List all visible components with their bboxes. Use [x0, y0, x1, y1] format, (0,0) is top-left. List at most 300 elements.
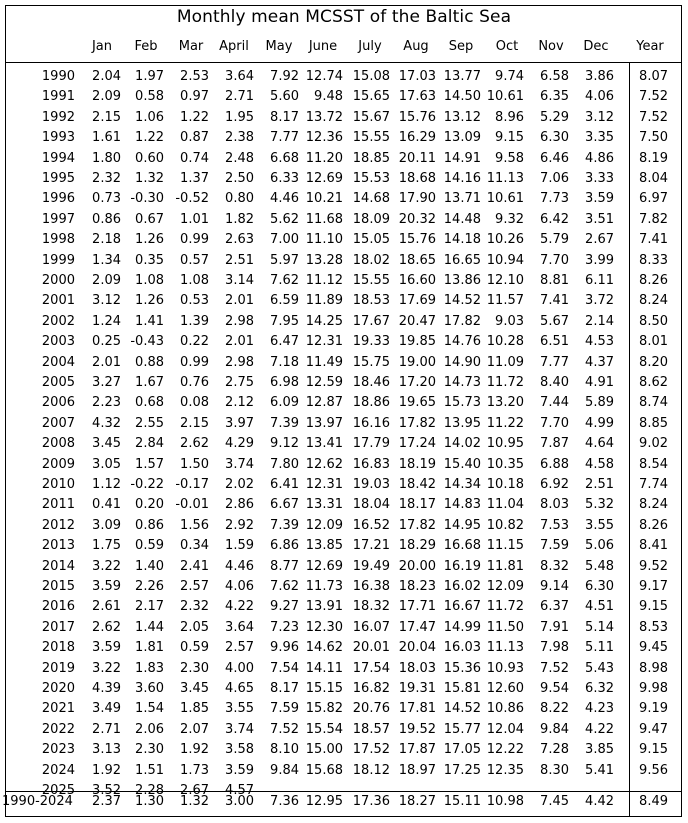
table-cell: 2.05 — [180, 619, 209, 635]
table-cell: 15.54 — [305, 721, 343, 737]
table-cell: 14.91 — [443, 150, 481, 166]
table-cell: 8.74 — [639, 395, 668, 411]
table-cell: 14.76 — [443, 334, 481, 350]
table-cell: -0.52 — [175, 191, 209, 207]
table-cell: 15.15 — [305, 681, 343, 696]
table-cell: 8.03 — [540, 497, 569, 513]
column-header: Sep — [448, 39, 474, 54]
table-cell: 18.42 — [398, 477, 436, 492]
table-cell: 3.12 — [585, 109, 614, 125]
table-cell: 11.89 — [305, 293, 343, 309]
table-cell: 0.86 — [92, 211, 121, 227]
table-cell: 4.57 — [225, 783, 254, 798]
table-cell: 10.95 — [486, 436, 524, 452]
table-cell: 2.01 — [92, 354, 121, 370]
table-row — [0, 681, 688, 701]
table-cell: 19.85 — [398, 334, 436, 350]
table-cell: 5.41 — [585, 762, 614, 778]
table-cell: 0.67 — [135, 211, 164, 227]
table-cell: 8.85 — [639, 415, 668, 431]
table-cell: 1.81 — [135, 640, 164, 656]
table-cell: 0.76 — [180, 375, 209, 390]
table-cell: 9.12 — [270, 436, 299, 452]
table-cell: 19.03 — [352, 477, 390, 492]
table-cell: 2.38 — [225, 130, 254, 146]
table-cell: 13.91 — [305, 599, 343, 615]
table-cell: 2.67 — [180, 783, 209, 798]
table-cell: 7.73 — [540, 191, 569, 207]
table-cell: 0.57 — [180, 252, 209, 268]
table-cell: 7.92 — [270, 69, 299, 84]
table-cell: 2.30 — [135, 742, 164, 758]
row-label: 2020 — [41, 681, 75, 696]
table-cell: 2.48 — [225, 150, 254, 166]
table-cell: 18.53 — [352, 293, 390, 309]
footer-cell: 2.37 — [92, 794, 121, 809]
table-row — [0, 620, 688, 640]
table-cell: 0.88 — [135, 354, 164, 370]
table-cell: 9.56 — [639, 762, 668, 778]
table-cell: 15.81 — [443, 681, 481, 696]
table-cell: 2.71 — [92, 721, 121, 737]
row-label: 1998 — [41, 232, 75, 248]
table-cell: 3.59 — [585, 191, 614, 207]
table-cell: 18.23 — [398, 579, 436, 594]
table-cell: 1.67 — [135, 375, 164, 390]
row-label: 1990 — [41, 69, 75, 84]
table-cell: 3.27 — [92, 375, 121, 390]
footer-cell: 1.32 — [180, 794, 209, 809]
table-cell: 19.00 — [398, 354, 436, 370]
table-row — [0, 599, 688, 619]
table-cell: 7.91 — [540, 619, 569, 635]
footer-cell: 12.95 — [305, 794, 343, 809]
table-cell: 14.99 — [443, 619, 481, 635]
table-cell: 8.19 — [639, 150, 668, 166]
table-cell: 19.31 — [398, 681, 436, 696]
table-cell: 14.48 — [443, 211, 481, 227]
table-cell: 2.63 — [225, 232, 254, 248]
table-cell: 16.07 — [352, 619, 390, 635]
table-cell: 3.09 — [92, 517, 121, 533]
table-cell: 6.37 — [540, 599, 569, 615]
table-cell: 7.18 — [270, 354, 299, 370]
table-cell: 14.52 — [443, 293, 481, 309]
table-cell: 15.65 — [352, 89, 390, 105]
table-row — [0, 191, 688, 211]
table-cell: 4.06 — [225, 579, 254, 594]
table-cell: 7.98 — [540, 640, 569, 656]
table-cell: 17.20 — [398, 375, 436, 390]
row-label: 2015 — [41, 579, 75, 594]
table-cell: 8.40 — [540, 375, 569, 390]
table-row — [0, 416, 688, 436]
table-cell: 12.04 — [486, 721, 524, 737]
table-cell: 8.77 — [270, 558, 299, 574]
table-cell: -0.01 — [175, 497, 209, 513]
table-cell: 2.28 — [135, 783, 164, 798]
table-cell: 1.44 — [135, 619, 164, 635]
table-row — [0, 253, 688, 273]
table-cell: 10.35 — [486, 456, 524, 472]
table-cell: 7.80 — [270, 456, 299, 472]
column-header: Feb — [134, 39, 158, 54]
table-cell: 2.41 — [180, 558, 209, 574]
table-cell: 16.38 — [352, 579, 390, 594]
table-row — [0, 559, 688, 579]
table-cell: 7.62 — [270, 273, 299, 288]
table-cell: 3.33 — [585, 171, 614, 186]
table-cell: 14.73 — [443, 375, 481, 390]
table-cell: 6.92 — [540, 477, 569, 492]
table-row — [0, 518, 688, 538]
table-cell: 10.86 — [486, 701, 524, 717]
table-cell: 0.68 — [135, 395, 164, 411]
table-row — [0, 701, 688, 721]
table-cell: 11.72 — [486, 375, 524, 390]
table-cell: 7.41 — [540, 293, 569, 309]
table-row — [0, 151, 688, 171]
table-cell: 8.96 — [495, 109, 524, 125]
table-cell: 10.82 — [486, 517, 524, 533]
table-row — [0, 130, 688, 150]
table-cell: 2.04 — [92, 69, 121, 84]
table-row — [0, 661, 688, 681]
table-cell: 1.51 — [135, 762, 164, 778]
table-cell: 2.92 — [225, 517, 254, 533]
footer-cell: 7.45 — [540, 794, 569, 809]
table-cell: 15.53 — [352, 171, 390, 186]
table-cell: 8.30 — [540, 762, 569, 778]
table-cell: 14.68 — [352, 191, 390, 207]
table-cell: 6.41 — [270, 477, 299, 492]
table-cell: 9.32 — [495, 211, 524, 227]
table-cell: 11.10 — [305, 232, 343, 248]
table-cell: 18.65 — [398, 252, 436, 268]
table-cell: 7.74 — [639, 477, 668, 492]
footer-cell: 1.30 — [135, 794, 164, 809]
table-cell: 11.22 — [486, 415, 524, 431]
table-row — [0, 232, 688, 252]
table-cell: 9.48 — [314, 89, 343, 105]
table-cell: 4.23 — [585, 701, 614, 717]
table-cell: 11.12 — [305, 273, 343, 288]
table-cell: 3.55 — [225, 701, 254, 717]
table-cell: 18.85 — [352, 150, 390, 166]
table-cell: 0.99 — [180, 232, 209, 248]
table-cell: 2.01 — [225, 293, 254, 309]
table-cell: 0.25 — [92, 334, 121, 350]
table-cell: 0.97 — [180, 89, 209, 105]
table-cell: 0.34 — [180, 538, 209, 554]
table-cell: 2.30 — [180, 660, 209, 676]
table-cell: 4.46 — [225, 558, 254, 574]
column-header: Dec — [583, 39, 609, 54]
table-cell: 1.12 — [92, 477, 121, 492]
footer-cell: 4.42 — [585, 794, 614, 809]
table-cell: 20.04 — [398, 640, 436, 656]
table-cell: 7.00 — [270, 232, 299, 248]
table-row — [0, 436, 688, 456]
table-cell: 14.90 — [443, 354, 481, 370]
table-cell: 10.28 — [486, 334, 524, 350]
table-cell: 7.41 — [639, 232, 668, 248]
table-row — [0, 171, 688, 191]
table-cell: 0.22 — [180, 334, 209, 350]
table-cell: 11.13 — [486, 171, 524, 186]
table-cell: 13.86 — [443, 273, 481, 288]
table-cell: 2.75 — [225, 375, 254, 390]
table-cell: 2.57 — [180, 579, 209, 594]
table-cell: 3.64 — [225, 69, 254, 84]
table-cell: 9.19 — [639, 701, 668, 717]
table-cell: 12.69 — [305, 171, 343, 186]
table-cell: 6.32 — [585, 681, 614, 696]
table-cell: 8.81 — [540, 273, 569, 288]
table-cell: 18.12 — [352, 762, 390, 778]
table-cell: 8.07 — [639, 69, 668, 84]
table-cell: 1.40 — [135, 558, 164, 574]
table-cell: 16.65 — [443, 252, 481, 268]
table-cell: 13.09 — [443, 130, 481, 146]
table-cell: 12.60 — [486, 681, 524, 696]
table-cell: 8.04 — [639, 171, 668, 186]
table-cell: 10.61 — [486, 89, 524, 105]
column-header: Jan — [91, 39, 113, 54]
table-cell: 12.09 — [305, 517, 343, 533]
table-cell: 6.11 — [585, 273, 614, 288]
table-cell: 7.23 — [270, 619, 299, 635]
table-cell: 12.09 — [486, 579, 524, 594]
table-cell: 0.08 — [180, 395, 209, 411]
table-cell: 5.29 — [540, 109, 569, 125]
table-cell: 2.12 — [225, 395, 254, 411]
table-cell: 4.64 — [585, 436, 614, 452]
table-cell: 2.51 — [225, 252, 254, 268]
table-cell: 2.53 — [180, 69, 209, 84]
table-cell: 8.26 — [639, 517, 668, 533]
row-label: 2018 — [41, 640, 75, 656]
table-cell: 2.67 — [585, 232, 614, 248]
table-cell: 10.18 — [486, 477, 524, 492]
table-cell: 11.09 — [486, 354, 524, 370]
footer-cell: 15.11 — [443, 794, 481, 809]
table-cell: 1.06 — [135, 109, 164, 125]
table-cell: 4.51 — [585, 599, 614, 615]
table-cell: 2.23 — [92, 395, 121, 411]
table-cell: 3.99 — [585, 252, 614, 268]
table-cell: 2.55 — [135, 415, 164, 431]
table-cell: -0.43 — [130, 334, 164, 350]
table-cell: 2.62 — [180, 436, 209, 452]
table-cell: 1.83 — [135, 660, 164, 676]
table-cell: 18.68 — [398, 171, 436, 186]
table-cell: 12.36 — [305, 130, 343, 146]
table-cell: 8.62 — [639, 375, 668, 390]
table-row — [0, 457, 688, 477]
table-cell: 4.22 — [225, 599, 254, 615]
table-cell: 16.19 — [443, 558, 481, 574]
table-cell: 17.54 — [352, 660, 390, 676]
table-cell: 2.98 — [225, 313, 254, 329]
table-row — [0, 110, 688, 130]
table-cell: 4.99 — [585, 415, 614, 431]
table-cell: 6.51 — [540, 334, 569, 350]
table-cell: 6.33 — [270, 171, 299, 186]
table-cell: 4.00 — [225, 660, 254, 676]
table-cell: -0.17 — [175, 477, 209, 492]
table-cell: 13.71 — [443, 191, 481, 207]
table-cell: 9.52 — [639, 558, 668, 574]
table-cell: 3.55 — [585, 517, 614, 533]
table-cell: 7.52 — [639, 89, 668, 105]
table-cell: 14.52 — [443, 701, 481, 717]
row-label: 1993 — [41, 130, 75, 146]
table-cell: 20.11 — [398, 150, 436, 166]
table-cell: 5.43 — [585, 660, 614, 676]
table-cell: 9.03 — [495, 313, 524, 329]
table-cell: 2.71 — [225, 89, 254, 105]
table-cell: 2.15 — [92, 109, 121, 125]
table-cell: 13.77 — [443, 69, 481, 84]
table-row — [0, 355, 688, 375]
table-cell: 2.09 — [92, 89, 121, 105]
table-cell: 11.15 — [486, 538, 524, 554]
table-cell: 7.59 — [270, 701, 299, 717]
table-cell: 4.06 — [585, 89, 614, 105]
table-cell: 0.58 — [135, 89, 164, 105]
table-cell: 12.22 — [486, 742, 524, 758]
table-cell: 8.26 — [639, 273, 668, 288]
footer-row — [0, 794, 688, 814]
table-cell: 14.50 — [443, 89, 481, 105]
table-cell: 6.58 — [540, 69, 569, 84]
row-label: 2001 — [41, 293, 75, 309]
table-cell: 1.56 — [180, 517, 209, 533]
table-cell: 12.30 — [305, 619, 343, 635]
table-cell: 20.47 — [398, 313, 436, 329]
row-label: 1994 — [41, 150, 75, 166]
table-cell: 1.97 — [135, 69, 164, 84]
table-cell: 2.02 — [225, 477, 254, 492]
table-cell: 20.76 — [352, 701, 390, 717]
row-label: 2025 — [41, 783, 75, 798]
table-cell: 15.75 — [352, 354, 390, 370]
table-cell: 9.58 — [495, 150, 524, 166]
table-cell: 17.87 — [398, 742, 436, 758]
row-label: 2003 — [41, 334, 75, 350]
table-cell: 11.81 — [486, 558, 524, 574]
table-cell: 3.45 — [92, 436, 121, 452]
table-cell: 0.74 — [180, 150, 209, 166]
table-cell: 11.04 — [486, 497, 524, 513]
table-cell: 0.87 — [180, 130, 209, 146]
row-label: 2023 — [41, 742, 75, 758]
table-cell: 0.53 — [180, 293, 209, 309]
table-cell: 9.15 — [639, 599, 668, 615]
table-cell: 10.93 — [486, 660, 524, 676]
table-cell: 7.52 — [540, 660, 569, 676]
table-cell: 15.76 — [398, 109, 436, 125]
table-cell: 7.70 — [540, 415, 569, 431]
row-label: 1996 — [41, 191, 75, 207]
table-cell: 4.58 — [585, 456, 614, 472]
table-cell: 1.26 — [135, 232, 164, 248]
table-cell: 7.52 — [270, 721, 299, 737]
row-label: 1992 — [41, 109, 75, 125]
table-cell: 3.74 — [225, 456, 254, 472]
table-cell: 15.73 — [443, 395, 481, 411]
table-cell: 8.17 — [270, 681, 299, 696]
table-cell: 17.47 — [398, 619, 436, 635]
table-cell: 1.22 — [180, 109, 209, 125]
table-cell: 7.39 — [270, 517, 299, 533]
table-cell: 17.71 — [398, 599, 436, 615]
table-cell: 9.15 — [639, 742, 668, 758]
table-cell: 2.09 — [92, 273, 121, 288]
table-cell: 4.91 — [585, 375, 614, 390]
table-cell: 16.82 — [352, 681, 390, 696]
table-cell: 9.84 — [540, 721, 569, 737]
table-cell: 3.51 — [585, 211, 614, 227]
header-divider — [5, 62, 682, 63]
table-row — [0, 375, 688, 395]
table-cell: 15.55 — [352, 273, 390, 288]
table-cell: 7.70 — [540, 252, 569, 268]
table-cell: 2.57 — [225, 640, 254, 656]
table-cell: 19.49 — [352, 558, 390, 574]
table-cell: 8.01 — [639, 334, 668, 350]
table-cell: 3.59 — [92, 579, 121, 594]
table-cell: 2.51 — [585, 477, 614, 492]
table-cell: 0.59 — [180, 640, 209, 656]
column-header: April — [219, 39, 249, 54]
table-cell: 3.64 — [225, 619, 254, 635]
row-label: 2007 — [41, 415, 75, 431]
table-cell: 1.08 — [135, 273, 164, 288]
row-label: 2002 — [41, 313, 75, 329]
table-cell: 3.22 — [92, 660, 121, 676]
table-cell: 8.33 — [639, 252, 668, 268]
table-cell: 5.11 — [585, 640, 614, 656]
table-row — [0, 722, 688, 742]
table-row — [0, 314, 688, 334]
table-cell: 3.85 — [585, 742, 614, 758]
table-row — [0, 477, 688, 497]
table-cell: 0.99 — [180, 354, 209, 370]
table-cell: 1.32 — [135, 171, 164, 186]
table-cell: 6.59 — [270, 293, 299, 309]
header-row — [0, 39, 688, 57]
table-cell: 9.96 — [270, 640, 299, 656]
row-label: 2021 — [41, 701, 75, 717]
table-cell: 9.27 — [270, 599, 299, 615]
table-cell: 1.80 — [92, 150, 121, 166]
table-cell: 2.84 — [135, 436, 164, 452]
table-cell: 10.94 — [486, 252, 524, 268]
table-cell: 2.26 — [135, 579, 164, 594]
table-row — [0, 293, 688, 313]
row-label: 1991 — [41, 89, 75, 105]
table-cell: 18.57 — [352, 721, 390, 737]
table-cell: 15.55 — [352, 130, 390, 146]
table-cell: 5.97 — [270, 252, 299, 268]
table-cell: 15.08 — [352, 69, 390, 84]
table-cell: 2.18 — [92, 232, 121, 248]
table-cell: 1.92 — [92, 762, 121, 778]
table-cell: 16.83 — [352, 456, 390, 472]
row-label: 2004 — [41, 354, 75, 370]
